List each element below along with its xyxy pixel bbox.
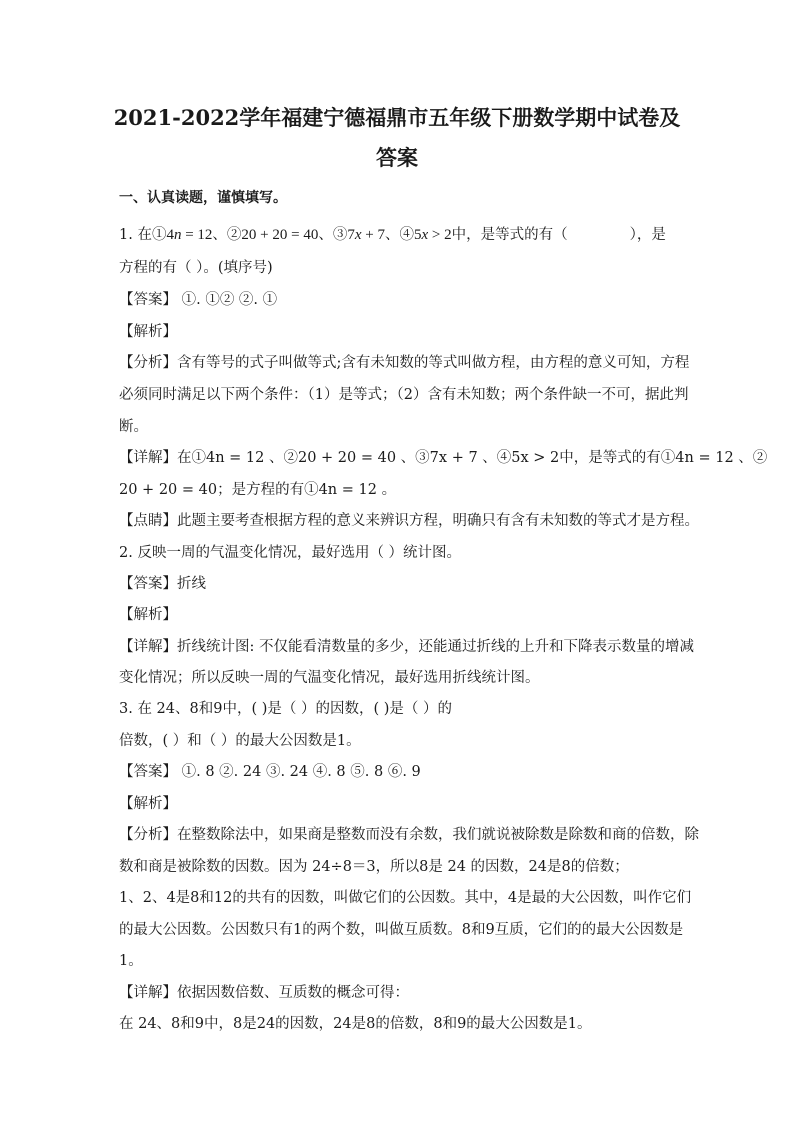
- question-3-xiangjie-1: 【详解】依据因数倍数、互质数的概念可得：: [119, 985, 409, 1001]
- document-title-line-1: 2021-2022学年福建宁德福鼎市五年级下册数学期中试卷及: [113, 105, 681, 130]
- question-3-fenxi-2: 数和商是被除数的因数。因为 24÷8＝3，所以8是 24 的因数，24是8的倍数；: [119, 859, 629, 875]
- q1-separator-2: 、②: [212, 227, 242, 243]
- q1-separator-3: 、③: [318, 227, 348, 243]
- question-1-analysis-tag: 【解析】: [119, 324, 177, 340]
- question-1-fenxi-3: 断。: [119, 419, 148, 435]
- question-1-xiangjie-2: 20 + 20 = 40；是方程的有①4n = 12 。: [119, 482, 397, 498]
- question-1-fenxi-1: 【分析】含有等号的式子叫做等式;含有未知数的等式叫做方程，由方程的意义可知，方程: [119, 355, 690, 371]
- q1-separator-4: 、④: [384, 227, 414, 243]
- question-1-xiangjie-1: 【详解】在①4n = 12 、②20 + 20 = 40 、③7x + 7 、④5x > 2中，是等式的有①4n = 12 、②: [119, 450, 768, 466]
- document-title-line-2: 答案: [376, 145, 418, 170]
- equation-2: 20 + 20 = 40: [241, 227, 319, 243]
- question-3-xiangjie-2: 在 24、8和9中，8是24的因数，24是8的倍数，8和9的最大公因数是1。: [119, 1016, 592, 1032]
- equation-4: 5x > 2: [413, 227, 452, 243]
- question-2-xiangjie-2: 变化情况；所以反映一周的气温变化情况，最好选用折线统计图。: [119, 670, 540, 686]
- section-heading: 一、认真读题，谨慎填写。: [119, 190, 287, 206]
- question-1-line-2: 方程的有（ ）。(填序号): [119, 260, 273, 276]
- question-1-fenxi-2: 必须同时满足以下两个条件：（1）是等式；（2）含有未知数；两个条件缺一不可，据此判: [119, 387, 689, 403]
- question-3-line-1: 3. 在 24、8和9中，( )是（ ）的因数，( )是（ ）的: [119, 701, 453, 717]
- question-1-dianjing: 【点睛】此题主要考查根据方程的意义来辨识方程，明确只有含有未知数的等式才是方程。: [119, 513, 699, 529]
- question-3-line-2: 倍数，( ）和（ ）的最大公因数是1。: [119, 733, 361, 749]
- q1-prefix: 1. 在①: [119, 227, 167, 243]
- question-2-answer: 【答案】折线: [119, 576, 206, 592]
- question-3-fenxi-3: 1、2、4是8和12的共有的因数，叫做它们的公因数。其中，4是最的大公因数，叫作它们: [119, 890, 692, 906]
- question-3-fenxi-5: 1。: [119, 953, 143, 969]
- equation-1: 4n = 12: [166, 227, 213, 243]
- question-1-line-1: [119, 225, 679, 245]
- question-3-answer: 【答案】 ①. 8 ②. 24 ③. 24 ④. 8 ⑤. 8 ⑥. 9: [119, 764, 421, 780]
- question-3-fenxi-4: 的最大公因数。公因数只有1的两个数，叫做互质数。8和9互质，它们的的最大公因数是: [119, 922, 684, 938]
- question-1-answer: 【答案】 ①. ①② ②. ①: [119, 292, 278, 308]
- question-3-analysis-tag: 【解析】: [119, 796, 177, 812]
- q1-middle-text: 中，是等式的有（: [451, 227, 568, 243]
- q1-middle-text-2: ），是: [629, 227, 666, 243]
- question-2-analysis-tag: 【解析】: [119, 607, 177, 623]
- equation-3: 7x + 7: [347, 227, 385, 243]
- question-2: 2. 反映一周的气温变化情况，最好选用（ ）统计图。: [119, 545, 462, 561]
- question-2-xiangjie-1: 【详解】折线统计图: 不仅能看清数量的多少，还能通过折线的上升和下降表示数量的增减: [119, 639, 694, 655]
- question-3-fenxi-1: 【分析】在整数除法中，如果商是整数而没有余数，我们就说被除数是除数和商的倍数，除: [119, 827, 699, 843]
